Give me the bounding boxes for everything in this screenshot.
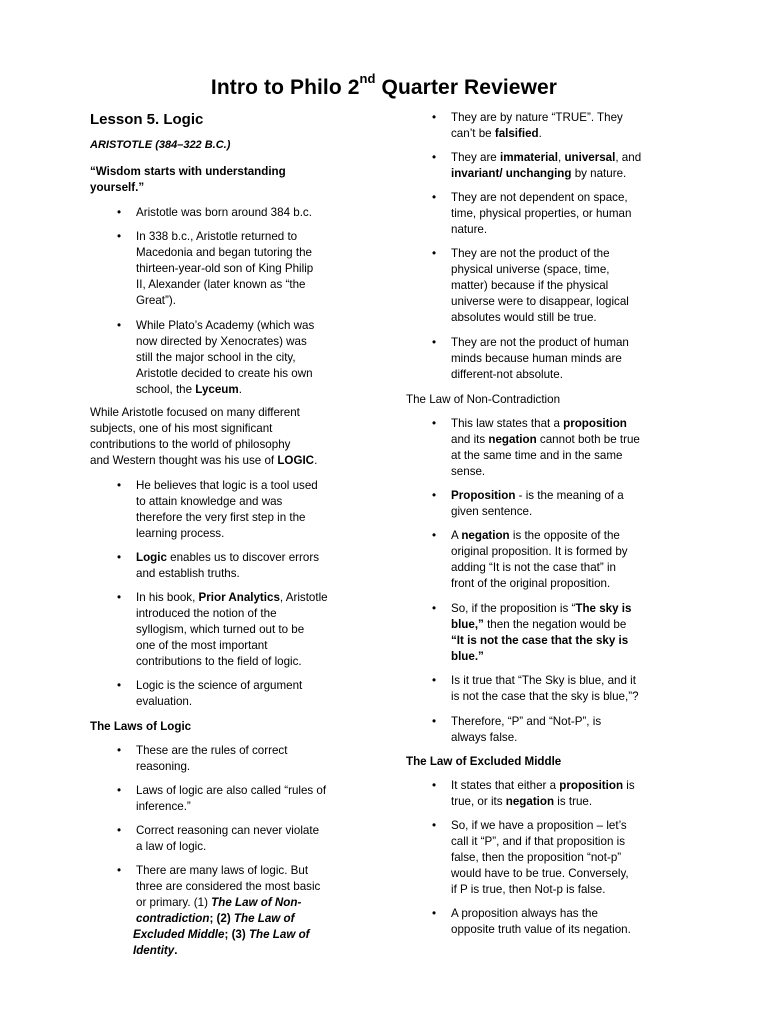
line: Therefore, “P” and “Not-P”, is xyxy=(451,715,602,728)
text-run-bold-italic: The Law of xyxy=(233,912,295,926)
line: is not the case that the sky is blue,”? xyxy=(451,690,639,704)
line: They are by nature “TRUE”. They xyxy=(451,111,623,124)
bullet-icon: • xyxy=(431,907,437,920)
line: They are not the product of the xyxy=(451,247,610,260)
line: contributions to the field of logic. xyxy=(136,655,302,669)
line: at the same time and in the same xyxy=(451,449,623,463)
text-run-bold: Lyceum xyxy=(195,383,239,397)
bullet-icon: • xyxy=(431,715,437,728)
line xyxy=(133,927,366,943)
line: inference.” xyxy=(136,800,191,814)
text-run: They are xyxy=(451,151,500,164)
list-item xyxy=(431,601,691,665)
bullet-icon: • xyxy=(431,417,437,430)
line xyxy=(136,382,366,398)
laws-of-logic-heading: The Laws of Logic xyxy=(90,720,192,733)
title-rest: Quarter Reviewer xyxy=(375,76,558,99)
line: now directed by Xenocrates) was xyxy=(136,335,307,349)
bullet-icon: • xyxy=(431,191,437,204)
line: A proposition always has the xyxy=(451,907,598,920)
text-run-bold-italic: The Law of Non- xyxy=(211,896,302,910)
line: learning process. xyxy=(136,527,225,541)
bullet-icon: • xyxy=(431,674,437,687)
line: original proposition. It is formed by xyxy=(451,545,628,559)
line: call it “P”, and if that proposition is xyxy=(451,835,625,849)
bullet-icon: • xyxy=(431,111,437,124)
line: evaluation. xyxy=(136,695,193,709)
list-item xyxy=(116,678,366,710)
text-run: then the negation would be xyxy=(483,618,627,632)
text-run-bold-italic: The Law of xyxy=(248,928,310,942)
line: While Plato’s Academy (which was xyxy=(136,319,315,332)
bullet-icon: • xyxy=(431,336,437,349)
text-run: , xyxy=(557,151,565,164)
bullet-icon: • xyxy=(116,679,122,692)
bullet-icon: • xyxy=(431,819,437,832)
line: to attain knowledge and was xyxy=(136,495,283,509)
list-item xyxy=(431,673,691,705)
line xyxy=(90,453,365,469)
line: one of the most important xyxy=(136,639,268,653)
text-run-bold: negation xyxy=(505,795,555,809)
line xyxy=(451,150,691,166)
text-run: by nature. xyxy=(571,167,627,181)
line: universe were to disappear, logical xyxy=(451,295,629,309)
line: still the major school in the city, xyxy=(136,351,296,365)
line xyxy=(451,416,691,432)
bullet-icon: • xyxy=(116,864,122,877)
list-item xyxy=(116,783,366,815)
lesson-heading: Lesson 5. Logic xyxy=(90,111,204,128)
line: He believes that logic is a tool used xyxy=(136,479,318,492)
text-run-bold: immaterial xyxy=(499,151,558,164)
line: thirteen-year-old son of King Philip xyxy=(136,262,314,276)
bullet-icon: • xyxy=(116,551,122,564)
text-run-bold-italic: Excluded Middle xyxy=(133,928,225,942)
line: always false. xyxy=(451,731,518,745)
text-run: cannot both be true xyxy=(536,433,640,447)
text-run: and Western thought was his use of xyxy=(90,454,278,468)
line: Aristotle was born around 384 b.c. xyxy=(136,206,312,219)
text-run: . xyxy=(538,127,542,141)
line: opposite truth value of its negation. xyxy=(451,923,631,937)
list-item xyxy=(431,778,691,810)
text-run-bold: blue,” xyxy=(451,618,484,632)
line xyxy=(451,488,691,504)
line: absolutes would still be true. xyxy=(451,311,597,325)
bullet-icon: • xyxy=(116,206,122,219)
line: physical universe (space, time, xyxy=(451,263,610,277)
text-run: . xyxy=(314,454,318,468)
text-run-bold: The sky is xyxy=(575,602,632,615)
line: time, physical properties, or human xyxy=(451,207,632,221)
title-superscript: nd xyxy=(359,71,376,86)
list-item xyxy=(431,416,691,480)
bullet-icon: • xyxy=(116,230,122,243)
title-main: Intro to Philo 2 xyxy=(210,76,360,99)
line: Great”). xyxy=(136,294,176,308)
line: different-not absolute. xyxy=(451,368,563,382)
text-run: and its xyxy=(451,433,489,447)
line xyxy=(136,550,366,566)
bullet-icon: • xyxy=(431,151,437,164)
text-run: A xyxy=(451,529,462,542)
line: II, Alexander (later known as “the xyxy=(136,278,306,292)
line xyxy=(136,895,366,911)
line: false, then the proposition “not-p” xyxy=(451,851,622,865)
text-run: , Aristotle xyxy=(279,591,328,604)
bullet-icon: • xyxy=(116,744,122,757)
text-run-bold: Prior Analytics xyxy=(198,591,280,604)
list-item xyxy=(431,246,691,326)
line xyxy=(451,617,691,633)
text-run: is the opposite of the xyxy=(509,529,620,542)
law-non-contradiction-heading: The Law of Non-Contradiction xyxy=(406,393,561,406)
text-run-bold: proposition xyxy=(559,779,624,792)
line: matter) because if the physical xyxy=(451,279,609,293)
line: minds because human minds are xyxy=(451,352,622,366)
line: reasoning. xyxy=(136,760,191,774)
line xyxy=(451,778,691,794)
bullet-icon: • xyxy=(116,479,122,492)
text-run: So, if the proposition is “ xyxy=(451,602,576,615)
line: if P is true, then Not-p is false. xyxy=(451,883,606,897)
text-run-bold: falsified xyxy=(494,127,539,141)
text-run-bold: ; (2) xyxy=(209,912,234,926)
text-run: is xyxy=(623,779,635,792)
quote-line-1: “Wisdom starts with understanding xyxy=(90,165,286,178)
line: blue.” xyxy=(451,650,484,664)
aristotle-heading: ARISTOTLE (384–322 B.C.) xyxy=(90,139,231,151)
line: introduced the notion of the xyxy=(136,607,277,621)
line: There are many laws of logic. But xyxy=(136,864,309,877)
line: contributions to the world of philosophy xyxy=(90,438,291,452)
text-run: It states that either a xyxy=(451,779,560,792)
line: a law of logic. xyxy=(136,840,207,854)
line xyxy=(136,911,366,927)
line: While Aristotle focused on many different xyxy=(90,406,300,419)
text-run: or primary. (1) xyxy=(136,896,212,910)
list-item xyxy=(431,110,691,142)
list-item xyxy=(431,528,691,592)
line: Logic is the science of argument xyxy=(136,679,303,692)
line: Is it true that “The Sky is blue, and it xyxy=(451,674,636,687)
text-run-bold-italic: contradiction xyxy=(136,912,210,926)
text-run: In his book, xyxy=(136,591,199,604)
text-run-bold: proposition xyxy=(563,417,627,430)
line: front of the original proposition. xyxy=(451,577,611,591)
text-run-bold: negation xyxy=(488,433,537,447)
list-item xyxy=(431,714,691,746)
text-run-bold: invariant/ unchanging xyxy=(451,167,572,181)
text-run: is true. xyxy=(554,795,593,809)
line: Aristotle decided to create his own xyxy=(136,367,313,381)
line: They are not the product of human xyxy=(451,336,629,349)
line: nature. xyxy=(451,223,488,237)
text-run: true, or its xyxy=(451,795,506,809)
text-run-bold: LOGIC xyxy=(277,454,315,468)
line: given sentence. xyxy=(451,505,533,519)
bullet-icon: • xyxy=(431,602,437,615)
text-run-bold: universal xyxy=(564,151,616,164)
list-item xyxy=(431,190,691,238)
list-item xyxy=(116,863,366,960)
line: sense. xyxy=(451,465,486,479)
line: Macedonia and began tutoring the xyxy=(136,246,312,260)
text-run: , and xyxy=(615,151,642,164)
text-run-bold: Logic xyxy=(136,551,167,564)
list-item xyxy=(431,335,691,383)
line: adding “It is not the case that” in xyxy=(451,561,616,575)
bullet-icon: • xyxy=(116,319,122,332)
bullet-icon: • xyxy=(116,824,122,837)
text-run-bold: Proposition xyxy=(451,489,516,502)
bullet-icon: • xyxy=(116,591,122,604)
page-title xyxy=(0,71,768,100)
list-item xyxy=(431,906,691,938)
text-run: - is the meaning of a xyxy=(515,489,624,502)
law-excluded-middle-heading: The Law of Excluded Middle xyxy=(406,755,562,768)
text-run: . xyxy=(238,383,242,397)
quote-line-2: yourself.” xyxy=(90,181,145,194)
list-item xyxy=(116,229,366,309)
text-run-bold: ; (3) xyxy=(224,928,249,942)
line xyxy=(451,528,691,544)
line: and establish truths. xyxy=(136,567,240,581)
list-item xyxy=(116,550,366,582)
list-item xyxy=(116,318,366,398)
paragraph xyxy=(90,405,365,469)
text-run: This law states that a xyxy=(451,417,564,430)
line xyxy=(451,794,691,810)
bullet-icon: • xyxy=(116,784,122,797)
list-item xyxy=(116,478,366,542)
bullet-icon: • xyxy=(431,779,437,792)
line: Laws of logic are also called “rules of xyxy=(136,784,327,797)
line: therefore the very first step in the xyxy=(136,511,306,525)
line: subjects, one of his most significant xyxy=(90,422,273,436)
line xyxy=(451,601,691,617)
line: would have to be true. Conversely, xyxy=(451,867,629,881)
line: These are the rules of correct xyxy=(136,744,288,757)
line: Correct reasoning can never violate xyxy=(136,824,320,837)
line xyxy=(451,126,691,142)
bullet-icon: • xyxy=(431,529,437,542)
list-item xyxy=(431,150,691,182)
bullet-icon: • xyxy=(431,489,437,502)
text-run-bold: negation xyxy=(461,529,510,542)
text-run: school, the xyxy=(136,383,196,397)
list-item xyxy=(431,818,691,898)
list-item xyxy=(116,205,366,221)
line: So, if we have a proposition – let’s xyxy=(451,819,627,832)
list-item xyxy=(116,823,366,855)
text-run: enables us to discover errors xyxy=(166,551,319,564)
list-item xyxy=(431,488,691,520)
line xyxy=(136,590,366,606)
line: syllogism, which turned out to be xyxy=(136,623,305,637)
text-run-bold: . xyxy=(174,944,178,958)
line: In 338 b.c., Aristotle returned to xyxy=(136,230,298,243)
line xyxy=(133,943,366,959)
line: They are not dependent on space, xyxy=(451,191,628,204)
text-run: can’t be xyxy=(451,127,495,141)
line xyxy=(451,432,691,448)
text-run-bold-italic: Identity xyxy=(133,944,175,958)
list-item xyxy=(116,743,366,775)
line xyxy=(451,166,691,182)
line: “It is not the case that the sky is xyxy=(451,634,629,648)
bullet-icon: • xyxy=(431,247,437,260)
line: three are considered the most basic xyxy=(136,880,321,894)
list-item xyxy=(116,590,366,670)
